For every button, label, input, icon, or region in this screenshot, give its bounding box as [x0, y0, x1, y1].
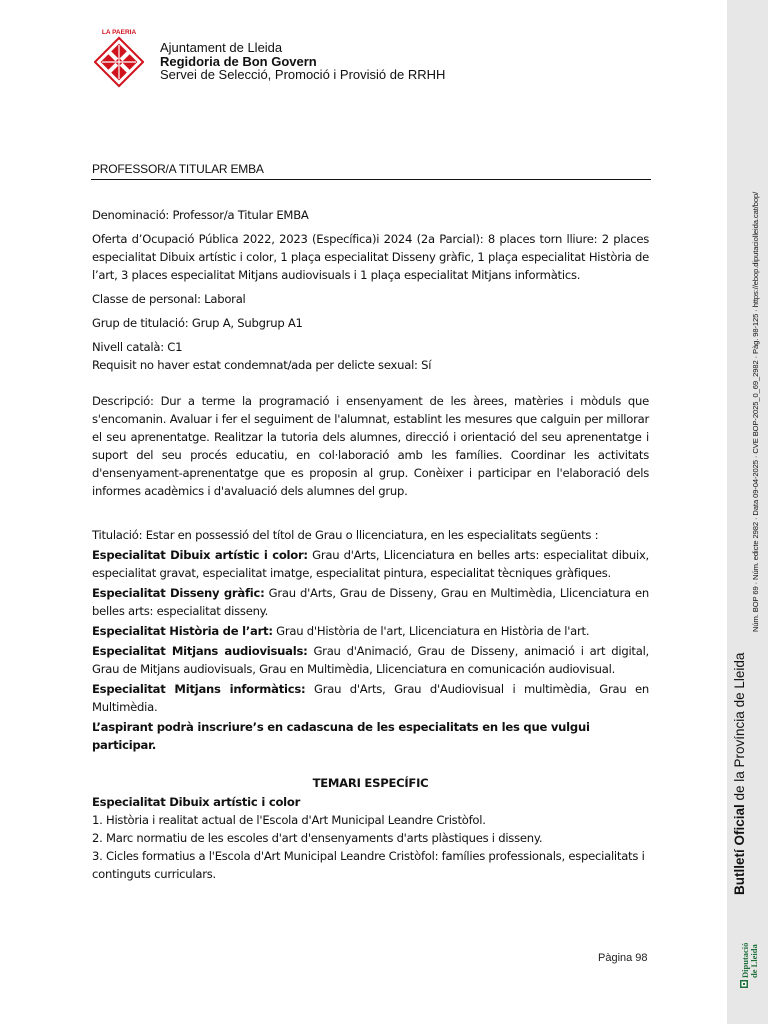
diputacio-line-2: de Lleida — [749, 944, 759, 978]
especialitat-disseny — [92, 584, 649, 620]
especialitat-label: Especialitat Mitjans informàtics: — [92, 682, 306, 696]
especialitat-informatics — [92, 680, 649, 716]
especialitat-text: Grau d'Arts, Grau de Disseny, Grau en Multimèdia, Llicenciatura en belles arts: especialitat disseny. — [92, 586, 649, 618]
especialitat-audiovisuals — [92, 642, 649, 678]
header-line-2: Regidoria de Bon Govern — [160, 53, 317, 69]
descripcio-text: Descripció: Dur a terme la programació i ensenyament de les àrees, matèries i mòduls que s'encomanin. Avaluar i fer el seguiment de l'alumnat, establint les mesures que calguin per millorar el seu aprenentatge. Realitzar la tutoria dels alumnes, direcció i orientació del seu aprenentatge i suport del seu procés educatiu, en col·laboració amb les famílies. Coordinar les activitats d'ensenyament-aprenentatge que es proposin al grup. Conèixer i participar en l'elaboració dels informes acadèmics i d'avaluació dels alumnes del grup. — [92, 394, 649, 498]
temari-item: 3. Cicles formatius a l'Escola d'Art Municipal Leandre Cristòfol: famílies professionals, especialitats i continguts curriculars. — [92, 849, 645, 881]
requisit-text: Requisit no haver estat condemnat/ada per delicte sexual: Sí — [92, 358, 432, 372]
aspirant-note: L’aspirant podrà inscriure’s en cadascuna de les especialitats en les que vulgui participar. — [92, 720, 590, 752]
bulletin-name — [732, 653, 747, 895]
la-paeria-logo — [94, 27, 144, 89]
temari-subtitle: Especialitat Dibuix artístic i color — [92, 795, 301, 809]
header-line-1: Ajuntament de Lleida — [160, 40, 283, 55]
especialitat-text: Grau d'Arts, Llicenciatura en belles arts: especialitat dibuix, especialitat gravat, especialitat imatge, especialitat pintura, especialitat tècniques gràfiques. — [92, 548, 649, 580]
header-block — [160, 41, 445, 82]
temari-item: 2. Marc normatiu de les escoles d'art d'ensenyaments d'arts plàstiques i disseny. — [92, 831, 543, 845]
especialitat-label: Especialitat Dibuix artístic i color: — [92, 548, 308, 562]
main-content — [92, 206, 649, 883]
page-number: Pàgina 98 — [598, 952, 648, 964]
bulletin-meta: Núm. BOP 69 · Núm. edicte 2982 · Data 09-04-2025 · CVE BOP-2025_0_69_2982 · Pàg. 98-125 · https://ebop.diputaciolleida.cat/bop/ — [751, 191, 760, 632]
denominacio-text: Denominació: Professor/a Titular EMBA — [92, 208, 309, 222]
classe-text: Classe de personal: Laboral — [92, 292, 246, 306]
temari-title: TEMARI ESPECÍFIC — [312, 776, 429, 790]
logo-text: LA PAERIA — [101, 29, 137, 36]
diputacio-logo — [735, 922, 763, 994]
temari-item: 1. Història i realitat actual de l'Escola d'Art Municipal Leandre Cristòfol. — [92, 813, 486, 827]
bulletin-sidebar — [727, 0, 768, 1024]
header-line-3: Servei de Selecció, Promoció i Provisió de RRHH — [160, 67, 446, 82]
especialitat-dibuix — [92, 546, 649, 582]
especialitat-text: Grau d'Animació, Grau de Disseny, animació i art digital, Grau de Mitjans audiovisuals, Grau en Multimèdia, Llicenciatura en comunicación audiovisual. — [92, 644, 649, 676]
grup-text: Grup de titulació: Grup A, Subgrup A1 — [92, 316, 303, 330]
especialitat-label: Especialitat Disseny gràfic: — [92, 586, 265, 600]
especialitat-label: Especialitat Història de l’art: — [92, 624, 273, 638]
oferta-text: Oferta d’Ocupació Pública 2022, 2023 (Específica)i 2024 (2a Parcial): 8 places torn lliure: 2 places especialitat Dibuix artístic i color, 1 plaça especialitat Disseny gràfic, 1 plaça especialitat Història de l’art, 3 places especialitat Mitjans audiovisuals i 1 plaça especialitat Mitjans informàtics. — [92, 232, 649, 282]
diputacio-line-1: Diputació — [740, 942, 750, 978]
bulletin-name-rest: de la Província de Lleida — [732, 652, 747, 805]
especialitat-text: Grau d'Arts, Grau d'Audiovisual i multimèdia, Grau en Multimèdia. — [92, 682, 649, 714]
especialitat-label: Especialitat Mitjans audiovisuals: — [92, 644, 308, 658]
especialitat-text: Grau d'Història de l'art, Llicenciatura en Història de l'art. — [272, 624, 590, 638]
nivell-text: Nivell català: C1 — [92, 340, 183, 354]
titulacio-intro: Titulació: Estar en possessió del títol de Grau o llicenciatura, en les especialitats següents : — [92, 528, 599, 542]
bulletin-name-bold: Butlletí Oficial — [732, 804, 747, 895]
especialitat-historia — [92, 622, 649, 640]
title-divider — [91, 179, 651, 180]
document-title: PROFESSOR/A TITULAR EMBA — [92, 162, 264, 176]
